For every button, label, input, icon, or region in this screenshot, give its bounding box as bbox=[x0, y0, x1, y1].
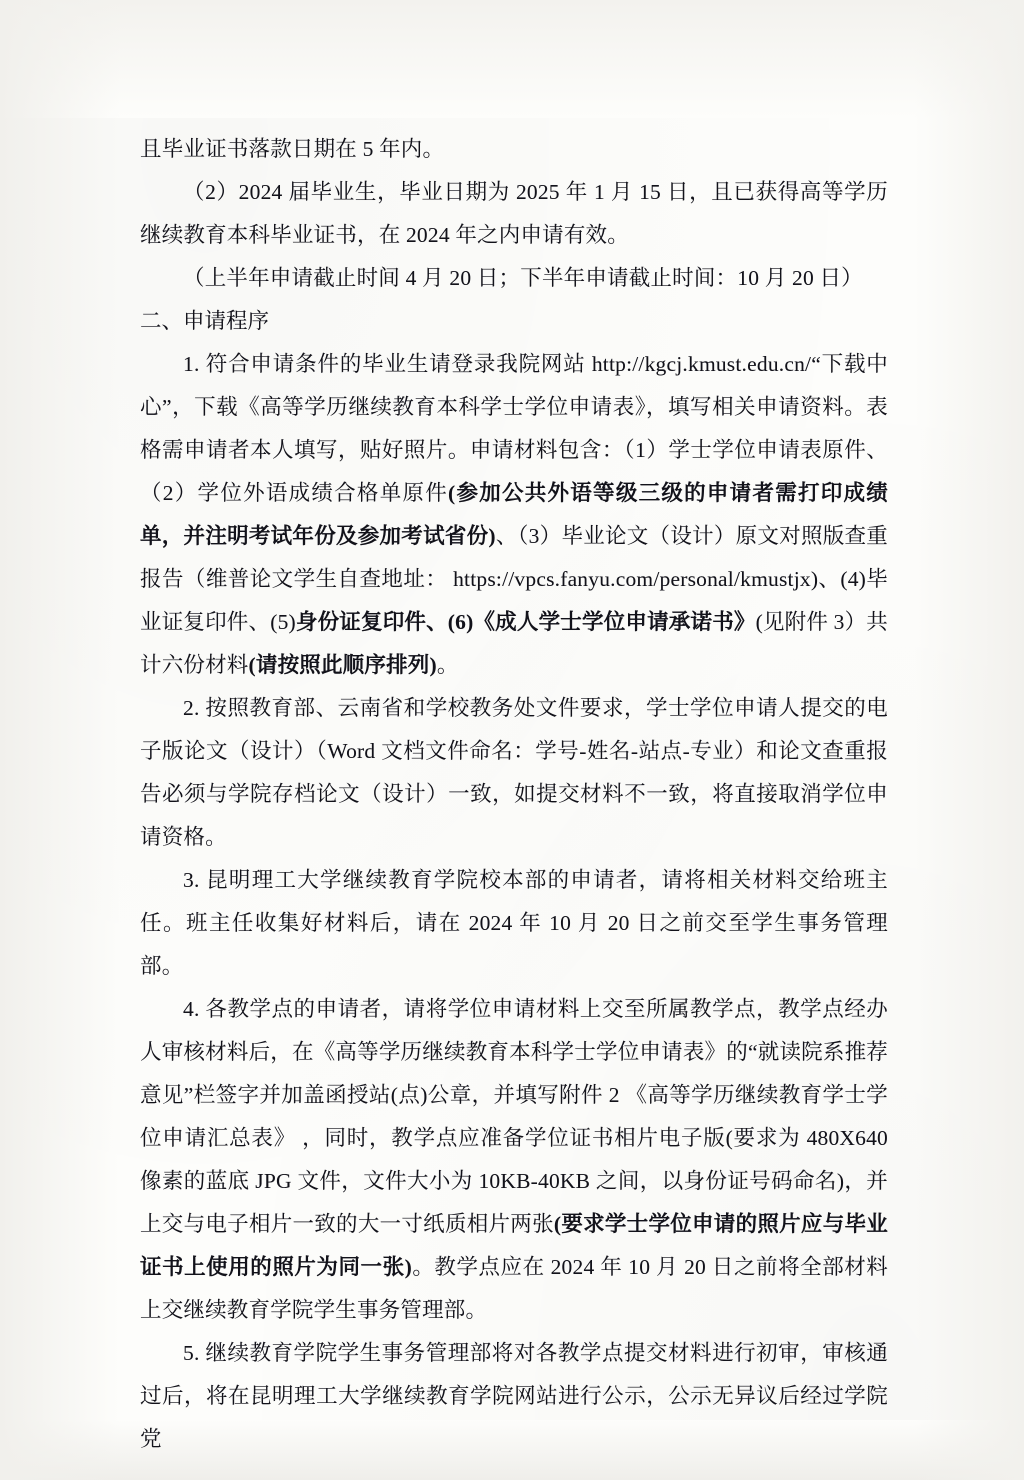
document-text-body bbox=[140, 128, 888, 1461]
step-4-seg-2-bold: (要求学士学位申请的照片应与毕业证书上使用的照片为同一张) bbox=[140, 1212, 888, 1279]
section-heading-application-procedure: 二、申请程序 bbox=[140, 309, 270, 333]
step-4-seg-1: 4. 各教学点的申请者，请将学位申请材料上交至所属教学点，教学点经办人审核材料后，在《高等学历继续教育本科学士学位申请表》的“就读院系推荐意见”栏签字并加盖函授站(点)公章，并填写附件 2 《高等学历继续教育学士学位申请汇总表》 ，同时，教学点应准备学位证书相片电子版(要求为 480X640 像素的蓝底 JPG 文件，文件大小为 10KB-40KB 之间，以身份证号码命名)，并上交与电子相片一致的大一寸纸质相片两张 bbox=[140, 997, 888, 1236]
step-1-seg-1: 1. 符合申请条件的毕业生请登录我院网站 http://kgcj.kmust.edu.cn/“下载中心”，下载《高等学历继续教育本科学士学位申请表》，填写相关申请资料。表格需申请者本人填写，贴好照片。申请材料包含：（1）学士学位申请表原件、（2）学位外语成绩合格单原件 bbox=[140, 352, 888, 505]
step-1-seg-5: (见附件 3）共计六份材料 bbox=[140, 610, 889, 677]
paragraph-condition-item-2: （2）2024 届毕业生，毕业日期为 2025 年 1 月 15 日，且已获得高等学历继续教育本科毕业证书，在 2024 年之内申请有效。 bbox=[140, 180, 888, 247]
paragraph-step-3: 3. 昆明理工大学继续教育学院校本部的申请者，请将相关材料交给班主任。班主任收集好材料后，请在 2024 年 10 月 20 日之前交至学生事务管理部。 bbox=[140, 868, 888, 978]
paragraph-step-5: 5. 继续教育学院学生事务管理部将对各教学点提交材料进行初审，审核通过后，将在昆明理工大学继续教育学院网站进行公示，公示无异议后经过学院党 bbox=[140, 1341, 888, 1451]
step-1-seg-3: 、（3）毕业论文（设计）原文对照版查重报告（维普论文学生自查地址： https://vpcs.fanyu.com/personal/kmustjx)、(4)毕业证复印件、(5) bbox=[140, 524, 888, 634]
step-1-seg-4-bold: 身份证复印件、(6)《成人学士学位申请承诺书》 bbox=[295, 610, 756, 634]
paragraph-step-4 bbox=[140, 988, 888, 1332]
paragraph-step-2: 2. 按照教育部、云南省和学校教务处文件要求，学士学位申请人提交的电子版论文（设计）（Word 文档文件命名：学号-姓名-站点-专业）和论文查重报告必须与学院存档论文（设计）一致，如提交材料不一致，将直接取消学位申请资格。 bbox=[140, 696, 888, 849]
paragraph-step-1 bbox=[140, 343, 888, 687]
step-4-seg-3: 。教学点应在 2024 年 10 月 20 日之前将全部材料上交继续教育学院学生事务管理部。 bbox=[140, 1255, 888, 1322]
paragraph-application-deadline: （上半年申请截止时间 4 月 20 日；下半年申请截止时间：10 月 20 日） bbox=[183, 266, 863, 290]
page-edge-right bbox=[914, 0, 1024, 1480]
page-edge-top bbox=[0, 0, 1024, 118]
page-edge-left bbox=[0, 0, 120, 1480]
step-1-seg-2-bold: (参加公共外语等级三级的申请者需打印成绩单，并注明考试年份及参加考试省份) bbox=[140, 481, 888, 548]
step-1-seg-6-bold: (请按照此顺序排列) bbox=[248, 653, 437, 677]
paragraph-graduation-certificate-date: 且毕业证书落款日期在 5 年内。 bbox=[140, 137, 445, 161]
step-1-seg-7: 。 bbox=[436, 653, 459, 677]
